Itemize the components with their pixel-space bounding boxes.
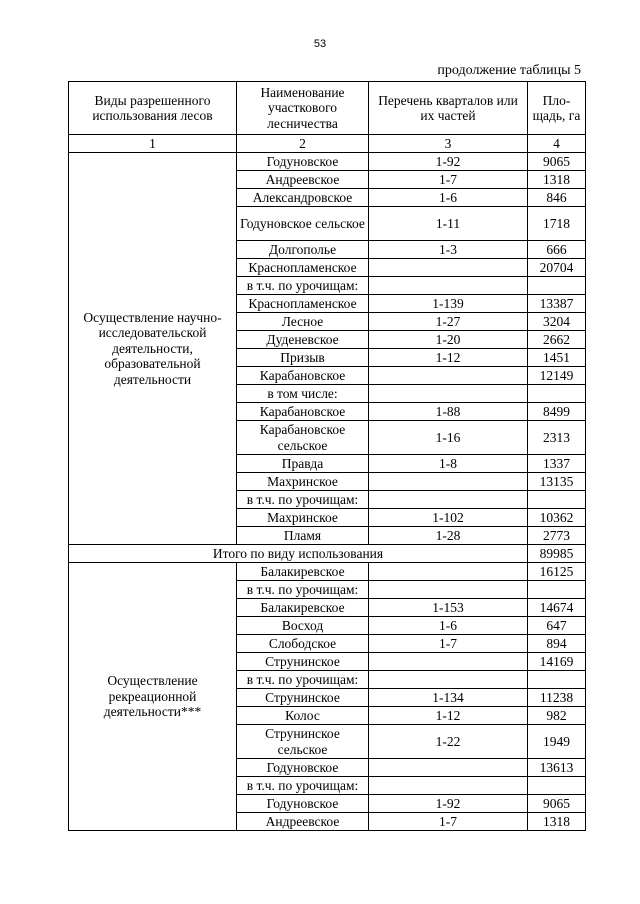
area-cell: 1451 <box>528 349 586 367</box>
area-cell: 10362 <box>528 509 586 527</box>
quarters-cell: 1-20 <box>369 331 528 349</box>
quarters-cell: 1-102 <box>369 509 528 527</box>
area-cell: 846 <box>528 189 586 207</box>
quarters-cell: 1-92 <box>369 795 528 813</box>
area-cell: 20704 <box>528 259 586 277</box>
header-forestry: Наименование участкового лесничества <box>237 82 369 135</box>
area-cell: 14169 <box>528 653 586 671</box>
forestry-name-cell: Лесное <box>237 313 369 331</box>
area-cell: 11238 <box>528 689 586 707</box>
area-cell <box>528 491 586 509</box>
forestry-name-cell: Александровское <box>237 189 369 207</box>
forestry-name-cell: Годуновское сельское <box>237 207 369 241</box>
forestry-name-cell: Краснопламенское <box>237 295 369 313</box>
forestry-name-cell: Восход <box>237 617 369 635</box>
total-label: Итого по виду использования <box>69 545 528 563</box>
quarters-cell: 1-92 <box>369 153 528 171</box>
column-number: 4 <box>528 135 586 153</box>
area-cell: 666 <box>528 241 586 259</box>
area-cell: 9065 <box>528 153 586 171</box>
area-cell <box>528 277 586 295</box>
quarters-cell: 1-7 <box>369 635 528 653</box>
table-body <box>69 153 586 831</box>
area-cell <box>528 581 586 599</box>
area-cell: 9065 <box>528 795 586 813</box>
area-cell: 12149 <box>528 367 586 385</box>
use-type-cell: Осуществление рекреационной деятельности*** <box>69 563 237 831</box>
area-cell: 13387 <box>528 295 586 313</box>
quarters-cell <box>369 563 528 581</box>
forestry-name-cell: Балакиревское <box>237 599 369 617</box>
area-cell: 13613 <box>528 759 586 777</box>
forestry-name-cell: Карабановское сельское <box>237 421 369 455</box>
quarters-cell <box>369 259 528 277</box>
forestry-name-cell: Струнинское <box>237 653 369 671</box>
forestry-name-cell: Правда <box>237 455 369 473</box>
area-cell <box>528 777 586 795</box>
forestry-name-cell: Карабановское <box>237 367 369 385</box>
quarters-cell <box>369 277 528 295</box>
quarters-cell <box>369 671 528 689</box>
header-use-type: Виды разрешенного использования лесов <box>69 82 237 135</box>
area-cell: 2662 <box>528 331 586 349</box>
column-number: 2 <box>237 135 369 153</box>
forestry-name-cell: Струнинское сельское <box>237 725 369 759</box>
header-row <box>69 82 586 135</box>
quarters-cell <box>369 367 528 385</box>
forestry-name-cell: Карабановское <box>237 403 369 421</box>
forestry-name-cell: Долгополье <box>237 241 369 259</box>
area-cell: 1337 <box>528 455 586 473</box>
area-cell: 14674 <box>528 599 586 617</box>
header-quarters: Перечень кварталов или их частей <box>369 82 528 135</box>
forestry-name-cell: Андреевское <box>237 813 369 831</box>
quarters-cell: 1-88 <box>369 403 528 421</box>
area-cell: 16125 <box>528 563 586 581</box>
quarters-cell: 1-27 <box>369 313 528 331</box>
forestry-name-cell: Махринское <box>237 509 369 527</box>
forestry-name-cell: Призыв <box>237 349 369 367</box>
quarters-cell: 1-6 <box>369 189 528 207</box>
forestry-name-cell: в т.ч. по урочищам: <box>237 277 369 295</box>
column-number-row <box>69 135 586 153</box>
quarters-cell: 1-28 <box>369 527 528 545</box>
quarters-cell: 1-134 <box>369 689 528 707</box>
use-type-cell: Осуществление научно-исследовательской деятельности, образовательной деятельности <box>69 153 237 545</box>
quarters-cell: 1-22 <box>369 725 528 759</box>
area-cell: 982 <box>528 707 586 725</box>
quarters-cell: 1-6 <box>369 617 528 635</box>
forestry-name-cell: в т.ч. по урочищам: <box>237 777 369 795</box>
area-cell: 894 <box>528 635 586 653</box>
forestry-name-cell: в т.ч. по урочищам: <box>237 581 369 599</box>
forestry-name-cell: в т.ч. по урочищам: <box>237 671 369 689</box>
area-cell: 3204 <box>528 313 586 331</box>
quarters-cell: 1-16 <box>369 421 528 455</box>
quarters-cell <box>369 653 528 671</box>
forestry-name-cell: в том числе: <box>237 385 369 403</box>
quarters-cell: 1-153 <box>369 599 528 617</box>
area-cell: 1318 <box>528 171 586 189</box>
area-cell <box>528 385 586 403</box>
area-cell: 1718 <box>528 207 586 241</box>
forestry-name-cell: Краснопламенское <box>237 259 369 277</box>
forestry-name-cell: в т.ч. по урочищам: <box>237 491 369 509</box>
quarters-cell: 1-8 <box>369 455 528 473</box>
quarters-cell <box>369 777 528 795</box>
area-cell: 8499 <box>528 403 586 421</box>
forestry-name-cell: Дуденевское <box>237 331 369 349</box>
area-cell: 1318 <box>528 813 586 831</box>
quarters-cell: 1-7 <box>369 171 528 189</box>
quarters-cell: 1-12 <box>369 707 528 725</box>
quarters-cell: 1-12 <box>369 349 528 367</box>
forestry-name-cell: Годуновское <box>237 759 369 777</box>
total-row <box>69 545 586 563</box>
quarters-cell <box>369 473 528 491</box>
forestry-name-cell: Балакиревское <box>237 563 369 581</box>
quarters-cell <box>369 491 528 509</box>
quarters-cell <box>369 581 528 599</box>
header-area: Пло-щадь, га <box>528 82 586 135</box>
area-cell: 1949 <box>528 725 586 759</box>
quarters-cell: 1-139 <box>369 295 528 313</box>
column-number: 3 <box>369 135 528 153</box>
quarters-cell <box>369 759 528 777</box>
table-row <box>69 153 586 171</box>
quarters-cell: 1-11 <box>369 207 528 241</box>
forestry-name-cell: Колос <box>237 707 369 725</box>
quarters-cell <box>369 385 528 403</box>
area-cell: 647 <box>528 617 586 635</box>
area-cell: 2313 <box>528 421 586 455</box>
forestry-name-cell: Годуновское <box>237 153 369 171</box>
forest-use-table <box>68 81 586 831</box>
area-cell: 2773 <box>528 527 586 545</box>
forestry-name-cell: Годуновское <box>237 795 369 813</box>
area-cell: 13135 <box>528 473 586 491</box>
area-cell <box>528 671 586 689</box>
forestry-name-cell: Струнинское <box>237 689 369 707</box>
forestry-name-cell: Махринское <box>237 473 369 491</box>
quarters-cell: 1-3 <box>369 241 528 259</box>
page-number: 53 <box>313 38 327 50</box>
forestry-name-cell: Андреевское <box>237 171 369 189</box>
total-area: 89985 <box>528 545 586 563</box>
table-row <box>69 563 586 581</box>
quarters-cell: 1-7 <box>369 813 528 831</box>
forestry-name-cell: Слободское <box>237 635 369 653</box>
forestry-name-cell: Пламя <box>237 527 369 545</box>
column-number: 1 <box>69 135 237 153</box>
continuation-caption: продолжение таблицы 5 <box>437 63 581 78</box>
